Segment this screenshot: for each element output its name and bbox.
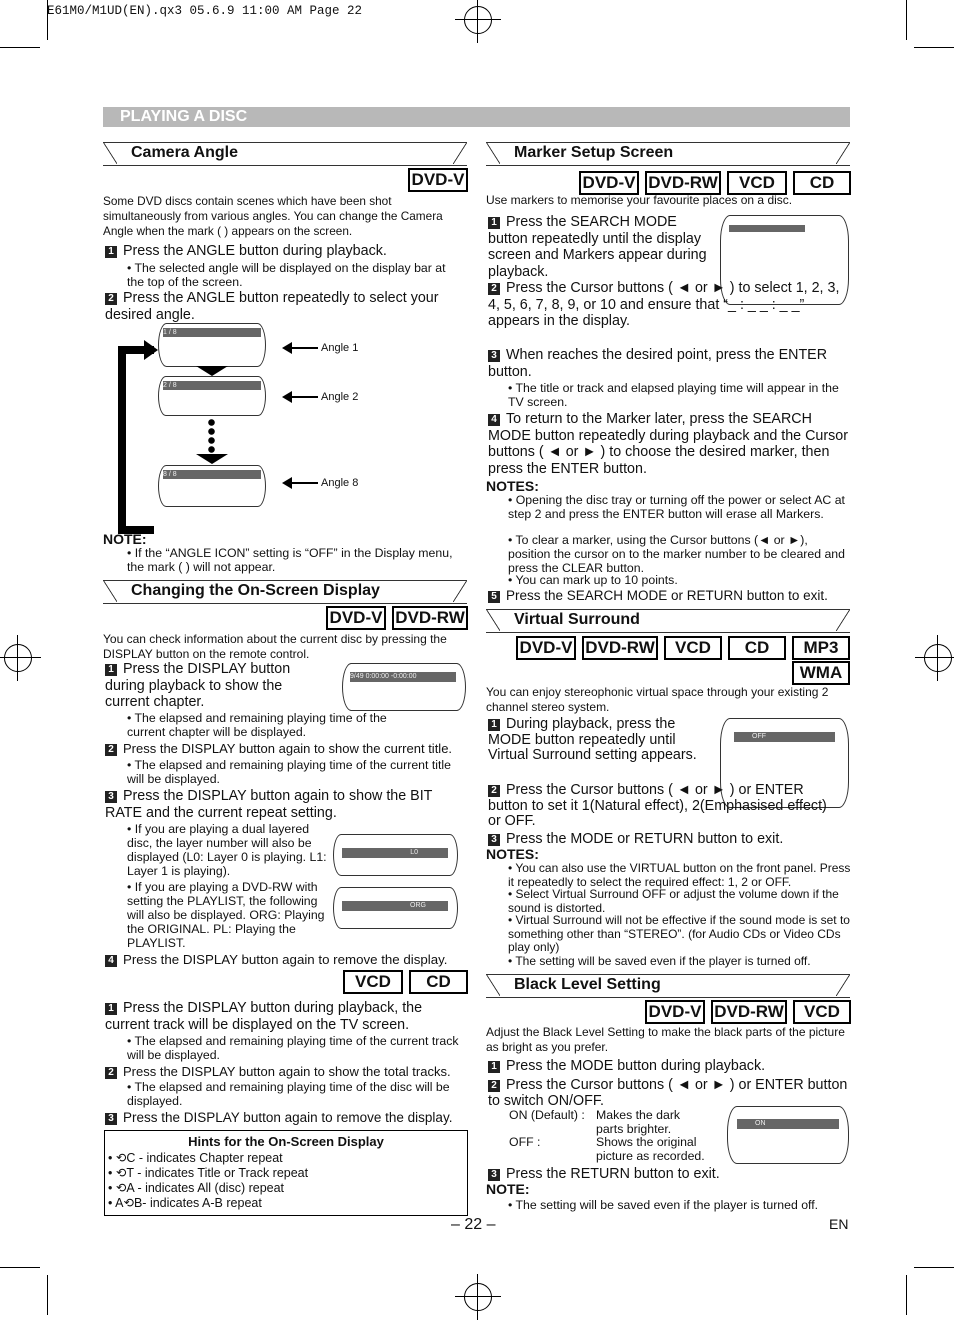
onscreen-header <box>103 580 467 604</box>
virtual-header <box>486 609 850 633</box>
crop-mark <box>914 1267 954 1268</box>
badge-dvd-v: DVD-V <box>516 636 576 660</box>
angle-label: Angle 2 <box>321 391 359 403</box>
registration-mark <box>464 6 492 34</box>
badge-vcd: VCD <box>343 970 403 994</box>
step-text: Press the DISPLAY button during playback to show the current chapter. <box>105 661 291 710</box>
pointer-arrow-icon <box>290 347 318 349</box>
angle-screen-8 <box>158 465 266 507</box>
step-text: Press the SEARCH MODE or RETURN button to exit. <box>506 588 828 603</box>
marker-step-1: 1 Press the SEARCH MODE button repeatedly until the display screen and Markers appear during playback. <box>488 214 707 280</box>
camera-step-1: 1 Press the ANGLE button during playback. <box>105 243 465 260</box>
badge-vcd: VCD <box>793 1000 851 1024</box>
note-title: NOTE: <box>486 1181 530 1197</box>
marker-header <box>486 142 850 166</box>
vcd-note: • The elapsed and remaining playing time of the current track will be displayed. <box>127 1034 459 1062</box>
option-desc: Shows the original picture as recorded. <box>596 1135 705 1163</box>
badge-vcd: VCD <box>727 171 787 195</box>
badge-dvd-v: DVD-V <box>326 606 386 630</box>
angle-screen-1 <box>158 323 266 367</box>
step-text: Press the Cursor buttons ( ◄ or ► ) or ENTER button to switch ON/OFF. <box>488 1077 848 1109</box>
step-text: Press the MODE or RETURN button to exit. <box>506 831 784 847</box>
badge-dvd-v: DVD-V <box>579 171 639 195</box>
marker-step-3: 3 When reaches the desired point, press the ENTER button. <box>488 347 828 380</box>
black-intro: Adjust the Black Level Setting to make the black parts of the picture as bright as you prefer. <box>486 1025 845 1054</box>
registration-mark <box>464 1283 492 1311</box>
notes-title: NOTES: <box>486 478 539 494</box>
camera-step-1-note: • The selected angle will be displayed on the display bar at the top of the screen. <box>127 261 446 289</box>
section-title: Marker Setup Screen <box>514 144 674 161</box>
onscreen-step-2: 2 Press the DISPLAY button again to show the current title. <box>105 741 465 758</box>
onscreen-step-3: 3 Press the DISPLAY button again to show the BIT RATE and the current repeat setting. <box>105 788 433 821</box>
onscreen-note: • The elapsed and remaining playing time of the current title will be displayed. <box>127 758 451 786</box>
playlist-screen <box>333 887 458 929</box>
step-text: During playback, press the MODE button repeatedly until Virtual Surround setting appears. <box>488 716 697 763</box>
marker-bar <box>729 225 805 232</box>
hint-item: • A⟲B- indicates A-B repeat <box>108 1196 262 1210</box>
virtual-note: • The setting will be saved even if the player is turned off. <box>508 954 811 968</box>
section-title: Changing the On-Screen Display <box>131 582 380 599</box>
marker-note: • Opening the disc tray or turning off the power or select AC at step 2 and press the ENTER button will erase all Markers. <box>508 493 845 521</box>
display-bar: 8 / 8 <box>163 470 261 479</box>
marker-note: • To clear a marker, using the Cursor buttons (◄ or ►), position the cursor on to the marker number to be cleared and press the CLEAR button. <box>508 533 845 575</box>
hints-box <box>104 1130 468 1216</box>
virtual-step-3: 3 Press the MODE or RETURN button to exit. <box>488 831 848 848</box>
display-bar: 9/49 0:00:00 -0:00:00 <box>350 672 456 682</box>
black-note: • The setting will be saved even if the player is turned off. <box>508 1198 819 1212</box>
marker-note: • You can mark up to 10 points. <box>508 573 678 587</box>
step-text: Press the DISPLAY button again to show the current title. <box>123 741 453 756</box>
step-text: Press the RETURN button to exit. <box>506 1166 720 1182</box>
vcd-step-1: 1 Press the DISPLAY button during playback, the current track will be displayed on the TV screen. <box>105 1000 423 1033</box>
down-arrow-icon <box>196 366 228 376</box>
virtual-note: • Select Virtual Surround OFF or adjust the volume down if the sound is distorted. <box>508 887 839 915</box>
badge-cd: CD <box>409 970 468 994</box>
badge-cd: CD <box>793 171 851 195</box>
marker-step-4: 4 To return to the Marker later, press the SEARCH MODE button repeatedly during playback and the Cursor buttons ( ◄ or ► ) to choose the desired marker, then press the ENTER button. <box>488 411 849 477</box>
black-step-2: 2 Press the Cursor buttons ( ◄ or ► ) or ENTER button to switch ON/OFF. <box>488 1077 848 1109</box>
camera-angle-header <box>103 142 467 166</box>
crop-mark <box>906 0 907 40</box>
vcd-note: • The elapsed and remaining playing time of the disc will be displayed. <box>127 1080 450 1108</box>
angle-screen-2 <box>158 376 266 416</box>
ellipsis-dots <box>208 418 215 454</box>
page-number: – 22 – <box>451 1216 496 1233</box>
badge-vcd: VCD <box>664 636 722 660</box>
black-step-1: 1 Press the MODE button during playback. <box>488 1058 848 1075</box>
step-text: Press the DISPLAY button during playback, the current track will be displayed on the TV screen. <box>105 1000 423 1033</box>
badge-dvd-rw: DVD-RW <box>392 606 468 630</box>
print-header: E61M0/M1UD(EN).qx3 05.6.9 11:00 AM Page 22 <box>47 4 363 18</box>
crop-mark <box>914 47 954 48</box>
angle-label: Angle 1 <box>321 342 359 354</box>
step-text: Press the ANGLE button during playback. <box>123 243 387 259</box>
black-step-3: 3 Press the RETURN button to exit. <box>488 1166 848 1183</box>
crop-mark <box>0 1267 40 1268</box>
badge-dvd-v: DVD-V <box>408 168 468 192</box>
pointer-arrow-icon <box>290 396 318 398</box>
onscreen-note: • The elapsed and remaining playing time of the current chapter will be displayed. <box>127 711 387 739</box>
onscreen-note: • If you are playing a dual layered disc, the layer number will also be displayed (L0: Layer 0 is playing. L1: Layer 1 is playing). <box>127 822 327 878</box>
registration-mark <box>4 644 32 672</box>
option-desc: Makes the dark parts brighter. <box>596 1108 681 1136</box>
hints-title: Hints for the On-Screen Display <box>188 1134 384 1149</box>
registration-mark <box>924 644 952 672</box>
onscreen-step-4: 4 Press the DISPLAY button again to remove the display. <box>105 952 467 969</box>
hint-item: • ⟲T - indicates Title or Track repeat <box>108 1166 309 1180</box>
banner-title: PLAYING A DISC <box>120 108 248 125</box>
badge-dvd-v: DVD-V <box>645 1000 705 1024</box>
option-label: OFF : <box>509 1135 541 1149</box>
step-text: Press the MODE button during playback. <box>506 1058 766 1074</box>
hint-item: • ⟲C - indicates Chapter repeat <box>108 1151 283 1165</box>
section-banner <box>103 107 850 127</box>
step-text: Press the DISPLAY button again to remove the display. <box>123 952 448 967</box>
layer-screen <box>333 834 458 876</box>
step-text: Press the DISPLAY button again to remove the display. <box>123 1110 453 1125</box>
camera-intro: Some DVD discs contain scenes which have been shot simultaneously from various angles. You can change the Camera Angle when the mark ( ) appears on the screen. <box>103 194 443 238</box>
language-code: EN <box>829 1216 849 1232</box>
crop-mark <box>47 1275 48 1315</box>
badge-wma: WMA <box>792 661 850 685</box>
vcd-step-3: 3 Press the DISPLAY button again to remove the display. <box>105 1110 467 1127</box>
step-text: Press the SEARCH MODE button repeatedly until the display screen and Markers appear during playback. <box>488 214 707 280</box>
virtual-note: • You can also use the VIRTUAL button on the front panel. Press it repeatedly to select the required effect: 1, 2 or OFF. <box>508 861 851 889</box>
virtual-step-2: 2 Press the Cursor buttons ( ◄ or ► ) or ENTER button to set it 1(Natural effect), 2(Emphasised effect) or OFF. <box>488 782 827 829</box>
badge-mp3: MP3 <box>792 636 850 660</box>
black-level-header <box>486 974 850 998</box>
section-title: Black Level Setting <box>514 976 661 993</box>
black-level-screen <box>727 1106 849 1164</box>
step-text: Press the DISPLAY button again to show the BIT RATE and the current repeat setting. <box>105 788 433 821</box>
display-bar: ON <box>737 1119 839 1129</box>
crop-mark <box>906 1275 907 1315</box>
step-text: To return to the Marker later, press the SEARCH MODE button repeatedly during playback and the Cursor buttons ( ◄ or ► ) to choose the desired marker, then press the ENTER button. <box>488 411 849 477</box>
display-bar: 1 / 8 <box>163 328 261 337</box>
vcd-step-2: 2 Press the DISPLAY button again to show the total tracks. <box>105 1064 467 1081</box>
notes-title: NOTES: <box>486 846 539 862</box>
step-text: Press the ANGLE button repeatedly to select your desired angle. <box>105 290 439 323</box>
pointer-arrow-icon <box>290 482 318 484</box>
section-title: Virtual Surround <box>514 611 640 628</box>
marker-step-5: 5 Press the SEARCH MODE or RETURN button to exit. <box>488 588 850 605</box>
cycle-arrow-icon <box>144 340 158 360</box>
note-title: NOTE: <box>103 531 147 547</box>
camera-step-2: 2 Press the ANGLE button repeatedly to select your desired angle. <box>105 290 439 323</box>
camera-note: • If the “ANGLE ICON” setting is “OFF” in the Display menu, the mark ( ) will not appear. <box>127 546 453 574</box>
step-text: Press the Cursor buttons ( ◄ or ► ) to select 1, 2, 3, 4, 5, 6, 7, 8, 9, or 10 and ensure that “_ : _ _ : _ _” appears in the display. <box>488 280 840 329</box>
option-label: ON (Default) : <box>509 1108 585 1122</box>
onscreen-step-1: 1 Press the DISPLAY button during playback to show the current chapter. <box>105 661 291 710</box>
crop-mark <box>0 47 40 48</box>
angle-label: Angle 8 <box>321 477 359 489</box>
marker-step-2: 2 Press the Cursor buttons ( ◄ or ► ) to select 1, 2, 3, 4, 5, 6, 7, 8, 9, or 10 and ensure that “_ : _ _ : _ _” appears in the display. <box>488 280 840 329</box>
step-text: Press the DISPLAY button again to show the total tracks. <box>123 1064 451 1079</box>
step-text: When reaches the desired point, press the ENTER button. <box>488 347 828 380</box>
marker-intro: Use markers to memorise your favourite places on a disc. <box>486 193 793 207</box>
badge-dvd-rw: DVD-RW <box>582 636 658 660</box>
virtual-intro: You can enjoy stereophonic virtual space through your existing 2 channel stereo system. <box>486 685 829 714</box>
badge-dvd-rw: DVD-RW <box>711 1000 787 1024</box>
virtual-step-1: 1 During playback, press the MODE button repeatedly until Virtual Surround setting appears. <box>488 716 697 763</box>
onscreen-note: • If you are playing a DVD-RW with setting the PLAYLIST, the following will also be displayed. ORG: Playing the ORIGINAL. PL: Playing the PLAYLIST. <box>127 880 325 950</box>
section-title: Camera Angle <box>131 144 238 161</box>
virtual-note: • Virtual Surround will not be effective if the sound mode is set to something other than “STEREO”. (for Audio CDs or Video CDs play only) <box>508 913 850 954</box>
cycle-line <box>118 346 126 534</box>
hint-item: • ⟲A - indicates All (disc) repeat <box>108 1181 285 1195</box>
down-arrow-icon <box>196 454 228 464</box>
display-bar: ORG <box>342 901 448 911</box>
display-bar: OFF <box>734 732 835 742</box>
display-bar: 2 / 8 <box>163 381 261 390</box>
onscreen-intro: You can check information about the current disc by pressing the DISPLAY button on the remote control. <box>103 632 447 661</box>
chapter-screen <box>342 663 466 711</box>
badge-cd: CD <box>728 636 786 660</box>
marker-note: • The title or track and elapsed playing time will appear in the TV screen. <box>508 381 839 409</box>
badge-dvd-rw: DVD-RW <box>645 171 721 195</box>
step-text: Press the Cursor buttons ( ◄ or ► ) or ENTER button to set it 1(Natural effect), 2(Emphasised effect) or OFF. <box>488 782 827 829</box>
display-bar: L0 <box>342 848 448 858</box>
